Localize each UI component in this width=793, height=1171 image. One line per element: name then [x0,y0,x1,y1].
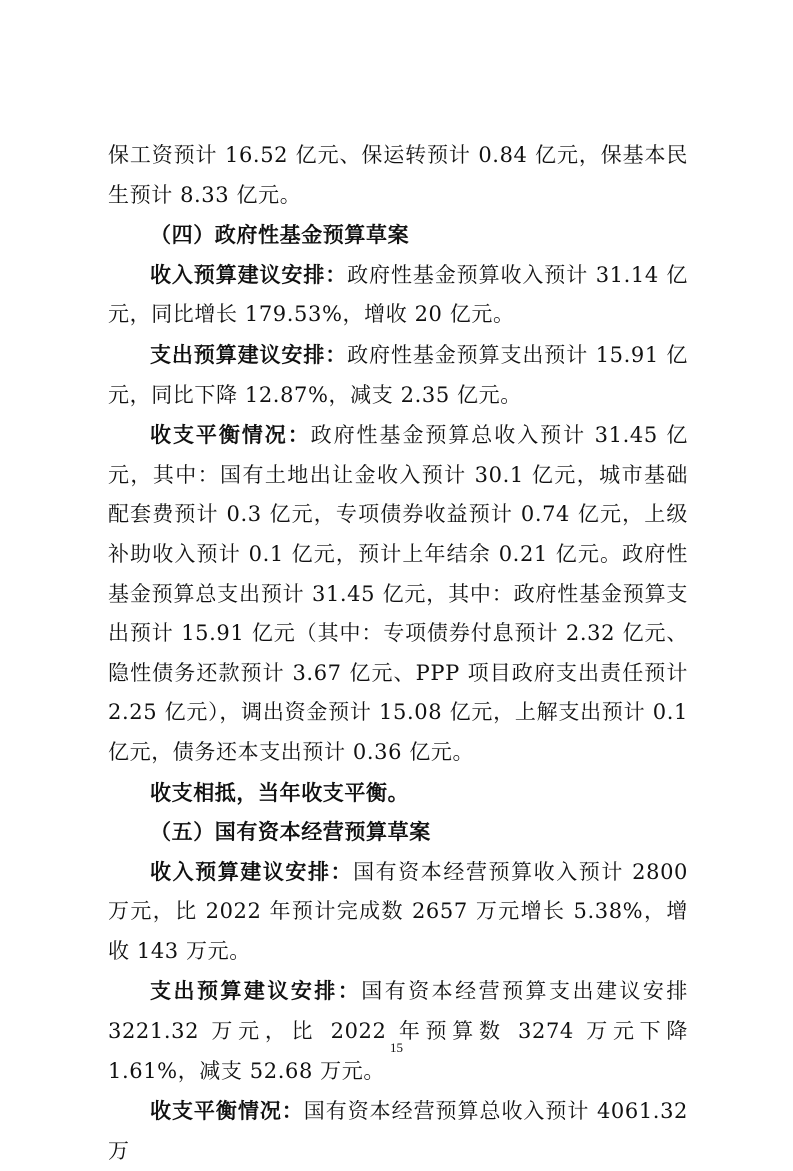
paragraph-fund-income [108,255,688,335]
paragraph-text: 政府性基金预算收入预计 31.14 亿元，同比增长 179.53%，增收 20 亿元。 [108,262,688,327]
paragraph-lead: 收支平衡情况： [150,1098,304,1124]
body-text [108,136,688,1171]
paragraph-capital-income [108,852,688,972]
paragraph-text: 国有资本经营预算收入预计 2800 万元，比 2022 年预计完成数 2657 万元增长 5.38%，增收 143 万元。 [108,859,688,963]
paragraph-continuation [108,136,688,215]
paragraph-capital-balance [108,1091,688,1171]
balance-statement: 收支相抵，当年收支平衡。 [150,779,410,805]
paragraph-lead: 收入预算建议安排： [150,858,354,884]
paragraph-lead: 支出预算建议安排： [150,341,348,367]
paragraph-fund-balance [108,415,688,772]
paragraph-fund-expenditure [108,335,688,415]
paragraph-text: 政府性基金预算总收入预计 31.45 亿元，其中：国有土地出让金收入预计 30.1 亿元，城市基础配套费预计 0.3 亿元，专项债券收益预计 0.74 亿元，上级补助收入预计 0.1 亿元，预计上年结余 0.21 亿元。政府性基金预算总支出预计 31.45 亿元，其中：政府性基金预算支出预计 15.91 亿元（其中：专项债券付息预计 2.32 亿元、隐性债务还款预计 3.67 亿元、PPP 项目政府支出责任预计 2.25 亿元），调出资金预计 15.08 亿元，上解支出预计 0.1 亿元，债务还本支出预计 0.36 亿元。 [108,423,689,764]
paragraph-lead: 收支平衡情况： [150,422,311,448]
paragraph-lead: 收入预算建议安排： [150,261,348,287]
paragraph-lead: 支出预算建议安排： [150,978,362,1004]
paragraph-text: 保工资预计 16.52 亿元、保运转预计 0.84 亿元，保基本民生预计 8.33 亿元。 [108,143,688,207]
section-heading-fund-budget: （四）政府性基金预算草案 [150,222,410,248]
paragraph-text: 国有资本经营预算总收入预计 4061.32 万 [108,1099,688,1163]
section-heading-state-capital: （五）国有资本经营预算草案 [150,819,431,845]
paragraph-text: 政府性基金预算支出预计 15.91 亿元，同比下降 12.87%，减支 2.35 亿元。 [108,342,688,407]
page-number: 15 [390,1040,403,1055]
paragraph-text: 国有资本经营预算支出建议安排 3221.32 万元，比 2022 年预算数 3274 万元下降 1.61%，减支 52.68 万元。 [108,979,688,1083]
paragraph-capital-expenditure [108,971,688,1091]
